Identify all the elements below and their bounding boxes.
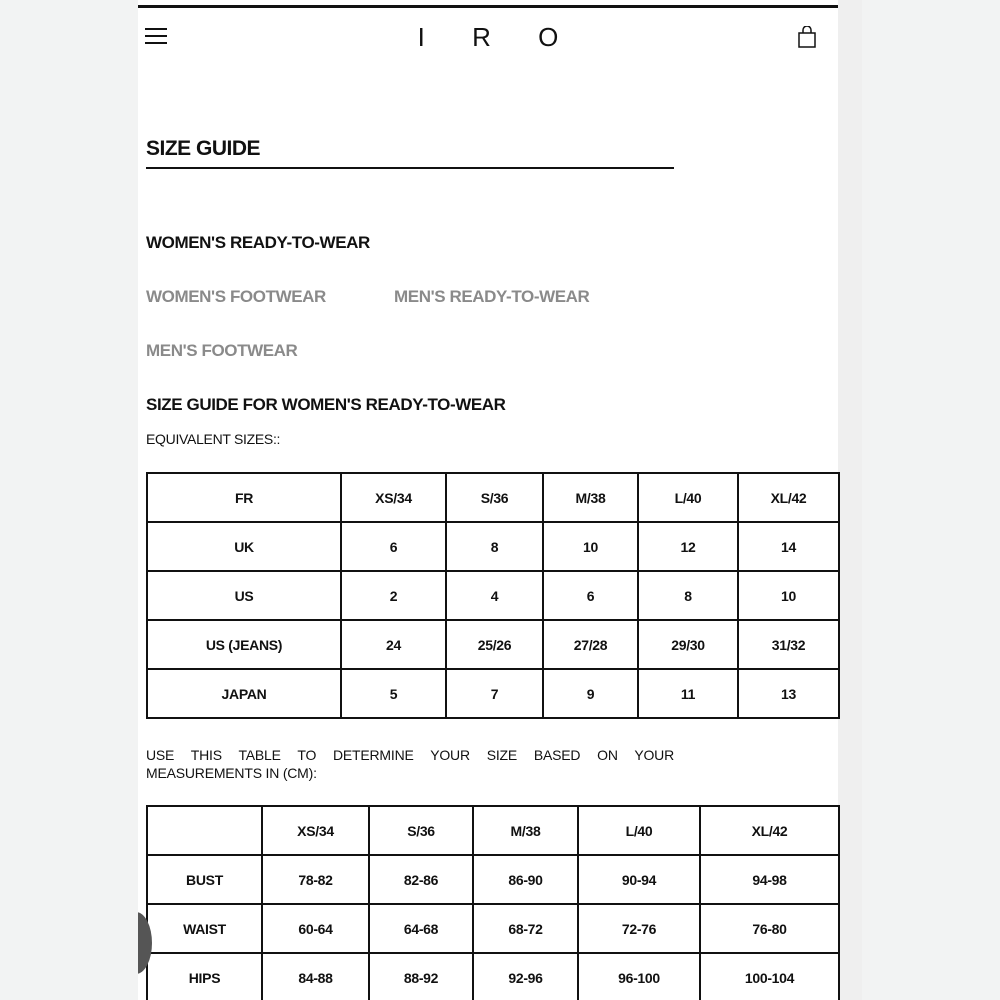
table-cell: 6 xyxy=(341,522,446,571)
table-cell: 96-100 xyxy=(578,953,700,1000)
table-cell: 10 xyxy=(543,522,638,571)
table-cell: 10 xyxy=(738,571,839,620)
measurements-table xyxy=(146,805,840,1000)
brand-logo[interactable]: I R O xyxy=(417,22,579,52)
table-cell: 29/30 xyxy=(638,620,738,669)
row-header-cell: FR xyxy=(147,473,341,522)
table-cell: 14 xyxy=(738,522,839,571)
table-cell: 92-96 xyxy=(473,953,578,1000)
table-row xyxy=(147,669,839,718)
table-cell: 76-80 xyxy=(700,904,839,953)
table-row xyxy=(147,620,839,669)
tab-mens-ready-to-wear[interactable]: MEN'S READY-TO-WEAR xyxy=(394,287,590,306)
equivalent-sizes-label: EQUIVALENT SIZES:: xyxy=(146,431,281,447)
column-header-cell: M/38 xyxy=(473,806,578,855)
table-cell: 12 xyxy=(638,522,738,571)
row-header-cell: HIPS xyxy=(147,953,262,1000)
column-header-cell: XS/34 xyxy=(341,473,446,522)
top-border xyxy=(138,5,838,8)
column-header-cell: L/40 xyxy=(638,473,738,522)
equivalent-sizes-table xyxy=(146,472,840,719)
table-row xyxy=(147,904,839,953)
table-cell: 90-94 xyxy=(578,855,700,904)
table-row xyxy=(147,522,839,571)
row-header-cell: UK xyxy=(147,522,341,571)
table-cell: 64-68 xyxy=(369,904,473,953)
table-cell: 86-90 xyxy=(473,855,578,904)
table-cell: 6 xyxy=(543,571,638,620)
row-header-cell: WAIST xyxy=(147,904,262,953)
row-header-cell xyxy=(147,806,262,855)
table-row xyxy=(147,855,839,904)
table-cell: 31/32 xyxy=(738,620,839,669)
column-header-cell: M/38 xyxy=(543,473,638,522)
section-heading: SIZE GUIDE FOR WOMEN'S READY-TO-WEAR xyxy=(146,395,506,414)
table-cell: 11 xyxy=(638,669,738,718)
table-cell: 100-104 xyxy=(700,953,839,1000)
page-title: SIZE GUIDE xyxy=(146,137,261,160)
table-cell: 82-86 xyxy=(369,855,473,904)
shopping-bag-icon[interactable] xyxy=(798,26,816,48)
table-cell: 60-64 xyxy=(262,904,369,953)
tab-womens-ready-to-wear[interactable]: WOMEN'S READY-TO-WEAR xyxy=(146,233,370,252)
table-cell: 24 xyxy=(341,620,446,669)
column-header-cell: XS/34 xyxy=(262,806,369,855)
table-cell: 94-98 xyxy=(700,855,839,904)
table-cell: 5 xyxy=(341,669,446,718)
table-cell: 72-76 xyxy=(578,904,700,953)
phone-screen xyxy=(138,0,862,1000)
table-row xyxy=(147,806,839,855)
table-cell: 78-82 xyxy=(262,855,369,904)
column-header-cell: S/36 xyxy=(446,473,543,522)
table-cell: 27/28 xyxy=(543,620,638,669)
row-header-cell: US xyxy=(147,571,341,620)
column-header-cell: S/36 xyxy=(369,806,473,855)
table-cell: 88-92 xyxy=(369,953,473,1000)
table-cell: 9 xyxy=(543,669,638,718)
tab-womens-footwear[interactable]: WOMEN'S FOOTWEAR xyxy=(146,287,326,306)
table-row xyxy=(147,473,839,522)
table-cell: 4 xyxy=(446,571,543,620)
column-header-cell: XL/42 xyxy=(738,473,839,522)
table-cell: 2 xyxy=(341,571,446,620)
row-header-cell: JAPAN xyxy=(147,669,341,718)
measurement-note: USE THIS TABLE TO DETERMINE YOUR SIZE BASED ON YOUR MEASUREMENTS IN (CM): xyxy=(146,747,674,781)
title-divider xyxy=(146,167,674,169)
table-cell: 13 xyxy=(738,669,839,718)
table-cell: 25/26 xyxy=(446,620,543,669)
table-row xyxy=(147,953,839,1000)
row-header-cell: US (JEANS) xyxy=(147,620,341,669)
table-cell: 84-88 xyxy=(262,953,369,1000)
column-header-cell: L/40 xyxy=(578,806,700,855)
table-cell: 8 xyxy=(638,571,738,620)
column-header-cell: XL/42 xyxy=(700,806,839,855)
table-cell: 68-72 xyxy=(473,904,578,953)
tab-mens-footwear[interactable]: MEN'S FOOTWEAR xyxy=(146,341,298,360)
row-header-cell: BUST xyxy=(147,855,262,904)
table-cell: 8 xyxy=(446,522,543,571)
table-cell: 7 xyxy=(446,669,543,718)
scroll-gutter xyxy=(838,0,862,1000)
table-row xyxy=(147,571,839,620)
